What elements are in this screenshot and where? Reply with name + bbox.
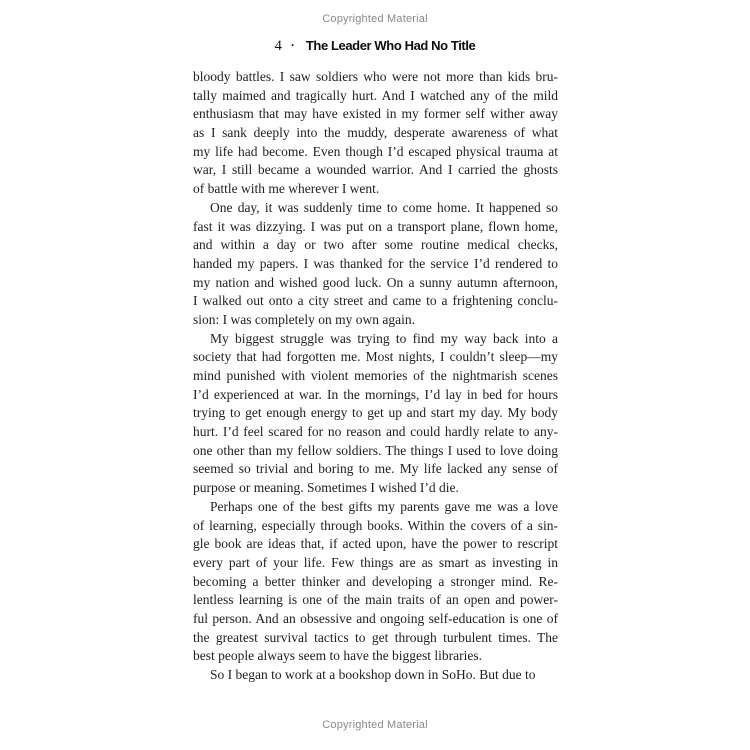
text-line: my nation and wished good luck. On a sunny autumn afternoon,	[193, 274, 558, 290]
text-line: One day, it was suddenly time to come home. It happened so	[210, 199, 558, 215]
copyright-notice-top: Copyrighted Material	[322, 13, 428, 25]
text-line: trying to get enough energy to get up and start my day. My body	[193, 405, 558, 421]
text-line: sion: I was completely on my own again.	[193, 311, 415, 327]
text-line: of learning, especially through books. Within the covers of a sin-	[193, 517, 558, 533]
page-header	[0, 38, 750, 55]
running-head-title: The Leader Who Had No Title	[305, 38, 476, 53]
text-line: purpose or meaning. Sometimes I wished I’d die.	[193, 480, 459, 496]
text-line: and within a day or two after some routine medical checks,	[193, 237, 558, 253]
text-line: hurt. I’d feel scared for no reason and could hardly relate to any-	[193, 424, 558, 440]
text-line: ful person. And an obsessive and ongoing self-education is one of	[193, 610, 558, 626]
text-line: Perhaps one of the best gifts my parents gave me was a love	[210, 498, 558, 514]
text-line: tally maimed and tragically hurt. And I watched any of the mild	[193, 87, 558, 103]
text-line: I’d experienced at war. In the mornings, I’d lay in bed for hours	[193, 386, 558, 402]
text-line: My biggest struggle was trying to find my way back into a	[210, 330, 558, 346]
text-line: So I began to work at a bookshop down in SoHo. But due to	[210, 667, 536, 682]
text-line: enthusiasm that may have existed in my former self wither away	[193, 106, 558, 122]
text-line: best people always seem to have the biggest libraries.	[193, 648, 483, 664]
text-line: the greatest survival tactics to get through turbulent times. The	[193, 629, 558, 645]
text-line: lentless learning is one of the main traits of an open and power-	[193, 592, 558, 608]
text-line: every part of your life. Few things are as smart as investing in	[193, 554, 558, 570]
text-line: bloody battles. I saw soldiers who were not more than kids bru-	[193, 69, 558, 84]
copyright-notice-bottom: Copyrighted Material	[322, 719, 428, 731]
text-line: gle book are ideas that, if acted upon, have the power to rescript	[193, 536, 558, 552]
page-number: 4	[274, 38, 282, 54]
text-line: society that had forgotten me. Most nights, I couldn’t sleep—my	[193, 349, 558, 365]
text-line: I walked out onto a city street and came to a frightening conclu-	[193, 293, 558, 309]
text-line: of battle with me wherever I went.	[193, 181, 380, 197]
text-line: becoming a better thinker and developing a stronger mind. Re-	[193, 573, 558, 589]
text-line: fast it was dizzying. I was put on a transport plane, flown home,	[193, 218, 558, 234]
body-text	[193, 68, 558, 685]
text-line: one other than my fellow soldiers. The things I used to love doing	[193, 442, 558, 458]
text-line: as I sank deeply into the muddy, desperate awareness of what	[193, 125, 558, 141]
header-separator-dot: ·	[290, 38, 295, 52]
text-line: handed my papers. I was thanked for the service I’d rendered to	[193, 255, 558, 271]
text-line: my life had become. Even though I’d escaped physical trauma at	[193, 143, 558, 159]
text-line: war, I still became a wounded warrior. And I carried the ghosts	[193, 162, 558, 178]
text-line: mind punished with violent memories of the nightmarish scenes	[193, 368, 558, 383]
text-line: seemed so trivial and boring to me. My life lacked any sense of	[193, 461, 558, 477]
